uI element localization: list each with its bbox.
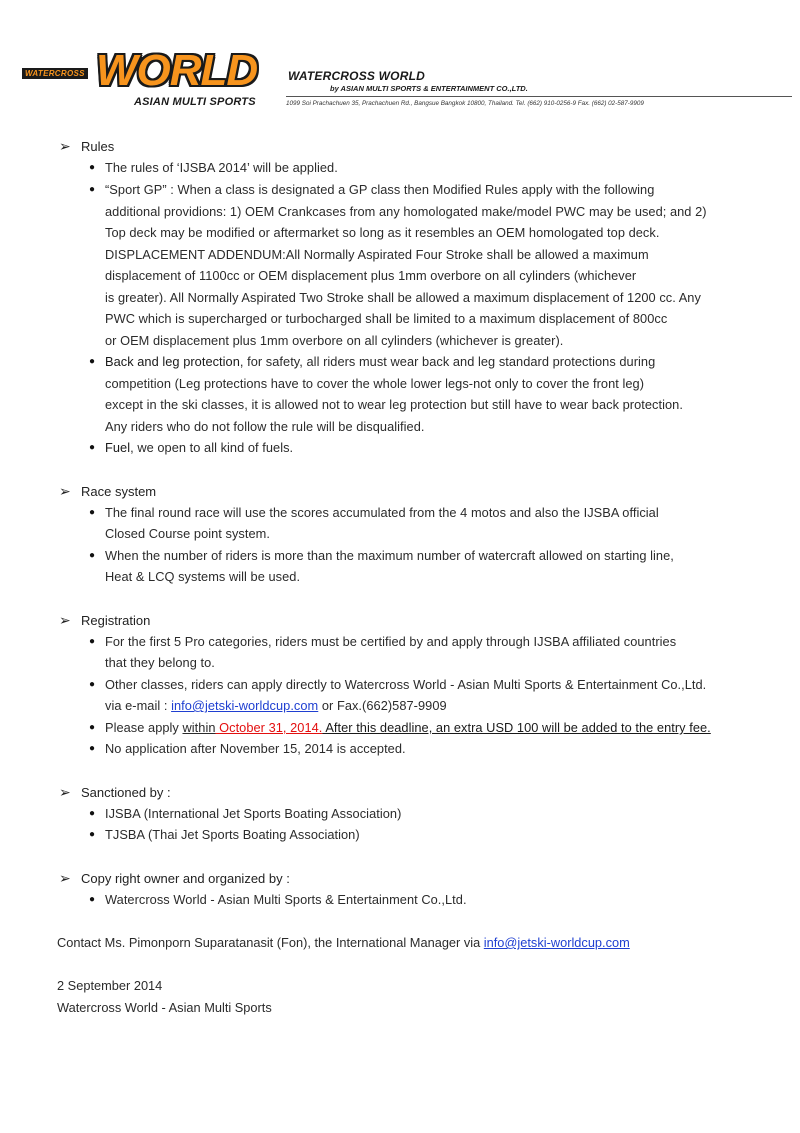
bullet-icon: ● (88, 507, 96, 518)
section-rules-heading (59, 138, 114, 155)
contact-email-link[interactable]: info@jetski-worldcup.com (483, 935, 630, 950)
arrow-bullet-icon: ➢ (59, 784, 71, 800)
within-text: within (182, 720, 216, 735)
registration-item-1-line-1: For the first 5 Pro categories, riders must be certified by and apply through IJSBA affiliated countries (105, 634, 677, 649)
bullet-icon: ● (88, 829, 96, 840)
section-registration-heading (59, 612, 150, 629)
rules-item-2-line-7: PWC which is supercharged or turbocharged shall be limited to a maximum displacement of 800cc (105, 311, 668, 326)
bullet-icon: ● (88, 894, 96, 905)
section-race-heading (59, 483, 156, 500)
logo-subtitle: ASIAN MULTI SPORTS (134, 96, 256, 108)
deadline-notice: After this deadline, an extra USD 100 will be added to the entry fee. (322, 720, 711, 735)
rules-item-1: The rules of ‘IJSBA 2014’ will be applied. (105, 160, 338, 175)
arrow-bullet-icon: ➢ (59, 612, 71, 628)
contact-text: Contact Ms. Pimonporn Suparatanasit (Fon), the International Manager via (57, 935, 484, 950)
rules-item-2-line-3: Top deck may be modified or aftermarket so long as it resembles an OEM homologated top deck. (105, 225, 660, 240)
header-divider (286, 96, 792, 97)
registration-item-2-line-1: Other classes, riders can apply directly to Watercross World - Asian Multi Sports & Entertainment Co.,Ltd. (105, 677, 707, 692)
section-title: Registration (81, 613, 151, 628)
rules-item-3-line-1 (105, 354, 655, 369)
contact-line (57, 935, 630, 950)
section-sanctioned-heading (59, 784, 171, 801)
registration-email-link[interactable]: info@jetski-worldcup.com (171, 698, 319, 713)
fax-text: or Fax.(662)587-9909 (318, 698, 447, 713)
company-subtitle: by ASIAN MULTI SPORTS & ENTERTAINMENT CO.,LTD. (330, 84, 528, 93)
bullet-icon: ● (88, 442, 96, 453)
race-item-2-line-1: When the number of riders is more than the maximum number of watercraft allowed on starting line, (105, 548, 674, 563)
logo-tag: WATERCROSS (22, 68, 88, 79)
registration-item-1-line-2: that they belong to. (105, 655, 215, 670)
bullet-icon: ● (88, 162, 96, 173)
rules-item-2-line-4: DISPLACEMENT ADDENDUM:All Normally Aspirated Four Stroke shall be allowed a maximum (105, 247, 649, 262)
apply-text: Please apply (105, 720, 183, 735)
arrow-bullet-icon: ➢ (59, 138, 71, 154)
fuel-label: Fuel (105, 440, 131, 455)
race-item-1-line-2: Closed Course point system. (105, 526, 270, 541)
rules-item-3-line-3: except in the ski classes, it is allowed not to wear leg protection but still have to wear back protection. (105, 397, 683, 412)
company-address: 1099 Soi Prachachuen 35, Prachachuen Rd., Bangsue Bangkok 10800, Thailand. Tel. (662) 910-0256-9 Fax. (662) 02-587-9909 (286, 100, 644, 107)
copyright-item: Watercross World - Asian Multi Sports & Entertainment Co.,Ltd. (105, 892, 467, 907)
bullet-icon: ● (88, 743, 96, 754)
section-title: Copy right owner and organized by : (81, 871, 290, 886)
bullet-icon: ● (88, 550, 96, 561)
signoff-date: 2 September 2014 (57, 978, 163, 993)
section-title: Rules (81, 139, 115, 154)
rules-item-3-line-2: competition (Leg protections have to cover the whole lower legs-not only to cover the front leg) (105, 376, 645, 391)
bullet-icon: ● (88, 679, 96, 690)
via-email-label: via e-mail : (105, 698, 172, 713)
bullet-icon: ● (88, 184, 96, 195)
back-leg-label: Back and leg protection (105, 354, 240, 369)
deadline-date: October 31, 2014. (215, 720, 323, 735)
registration-item-3 (105, 720, 711, 735)
rules-item-2-line-8: or OEM displacement plus 1mm overbore on all cylinders (whichever is greater). (105, 333, 564, 348)
company-name: WATERCROSS WORLD (288, 69, 425, 83)
section-title: Sanctioned by : (81, 785, 171, 800)
registration-item-4: No application after November 15, 2014 is accepted. (105, 741, 406, 756)
rules-item-4 (105, 440, 293, 455)
rules-item-2-line-6: is greater). All Normally Aspirated Two Stroke shall be allowed a maximum displacement of 1200 cc. Any (105, 290, 701, 305)
arrow-bullet-icon: ➢ (59, 483, 71, 499)
rules-item-2-line-5: displacement of 1100cc or OEM displacement plus 1mm overbore on all cylinders (whichever (105, 268, 637, 283)
rules-item-2-line-1: “Sport GP” : When a class is designated a GP class then Modified Rules apply with the following (105, 182, 655, 197)
sanctioned-item-2: TJSBA (Thai Jet Sports Boating Association) (105, 827, 360, 842)
section-copyright-heading (59, 870, 290, 887)
bullet-icon: ● (88, 808, 96, 819)
rules-item-3-text: , for safety, all riders must wear back and leg standard protections during (239, 354, 656, 369)
bullet-icon: ● (88, 636, 96, 647)
company-logo (22, 44, 267, 112)
rules-item-3-line-4: Any riders who do not follow the rule will be disqualified. (105, 419, 425, 434)
race-item-2-line-2: Heat & LCQ systems will be used. (105, 569, 301, 584)
bullet-icon: ● (88, 722, 96, 733)
registration-item-2-line-2 (105, 698, 447, 713)
rules-item-4-text: , we open to all kind of fuels. (130, 440, 294, 455)
race-item-1-line-1: The final round race will use the scores accumulated from the 4 motos and also the IJSBA official (105, 505, 659, 520)
bullet-icon: ● (88, 356, 96, 367)
rules-item-2-line-2: additional providions: 1) OEM Crankcases from any homologated make/model PWC may be used; and 2) (105, 204, 707, 219)
sanctioned-item-1: IJSBA (International Jet Sports Boating Association) (105, 806, 402, 821)
logo-wordmark: WORLD (96, 46, 258, 95)
signoff-org: Watercross World - Asian Multi Sports (57, 1000, 272, 1015)
section-title: Race system (81, 484, 157, 499)
arrow-bullet-icon: ➢ (59, 870, 71, 886)
